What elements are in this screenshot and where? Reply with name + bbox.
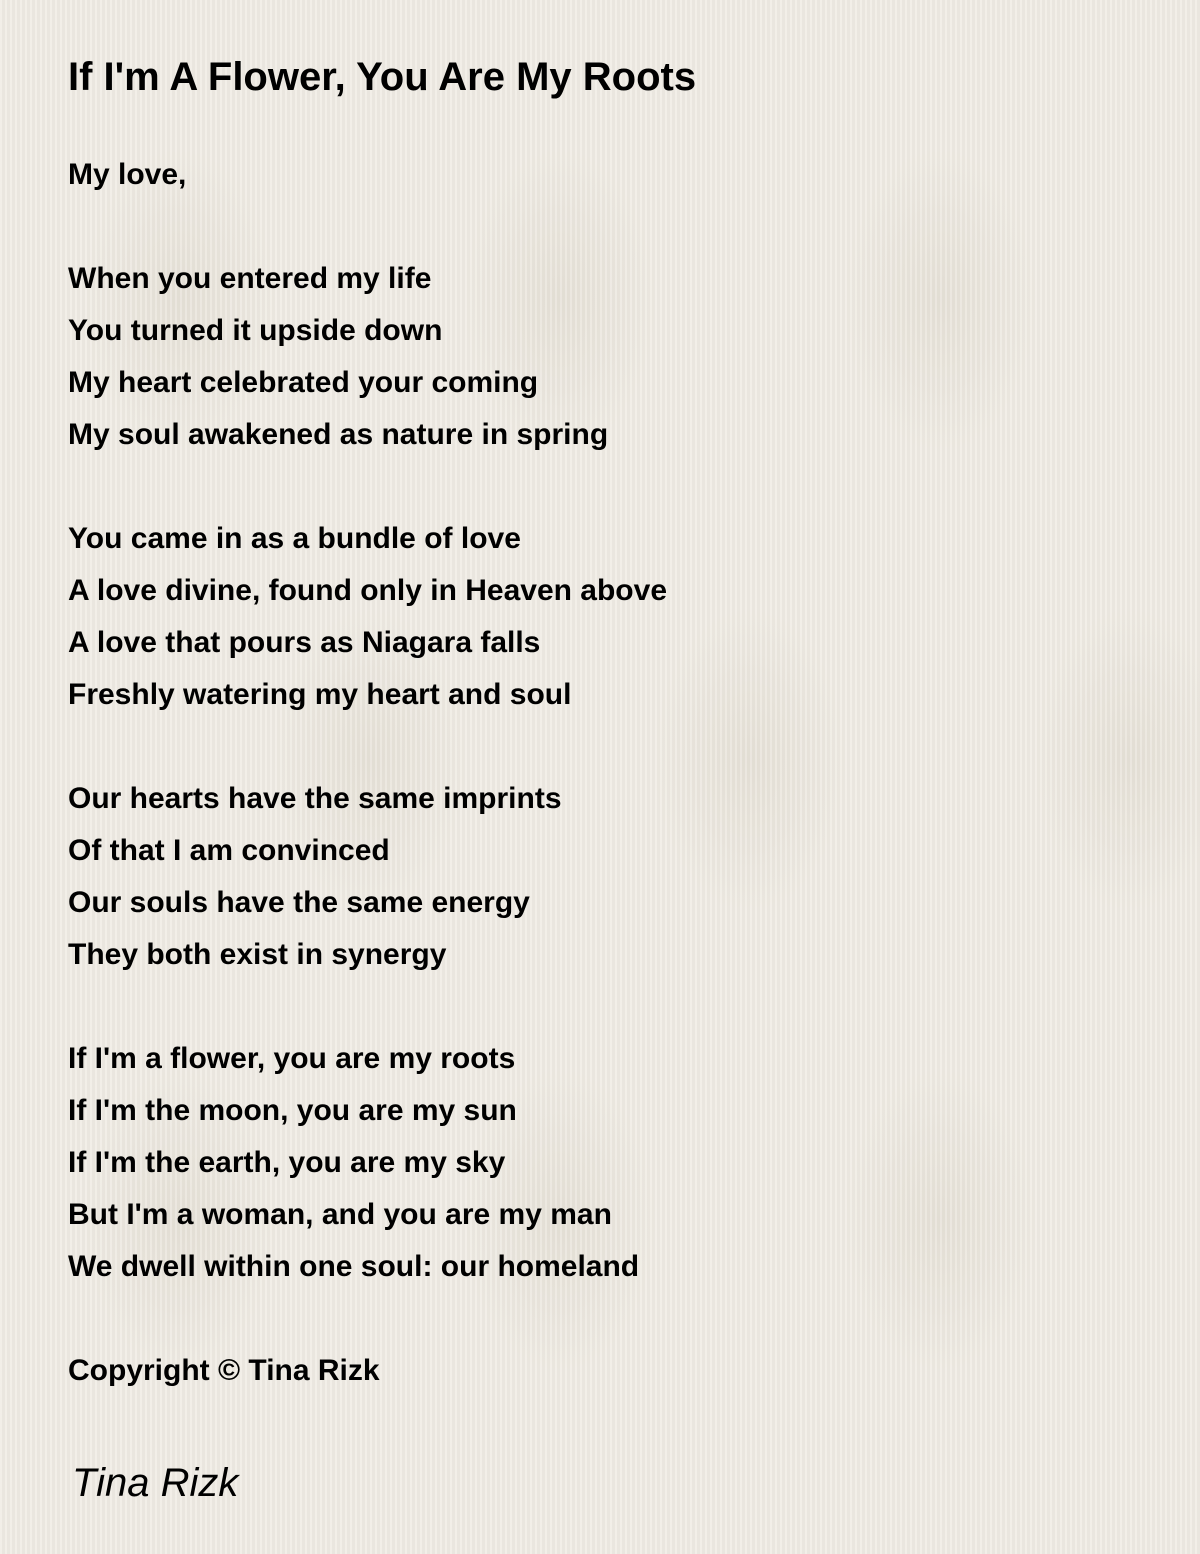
poem-line: When you entered my life: [68, 262, 432, 295]
stanza-3: [68, 773, 1148, 981]
stanza-2: [68, 513, 1148, 721]
poem-line: Our souls have the same energy: [68, 886, 530, 919]
stanza-4: [68, 1033, 1148, 1293]
poem-line: If I'm the moon, you are my sun: [68, 1094, 517, 1127]
poem-line: A love that pours as Niagara falls: [68, 626, 541, 659]
poem-line: You turned it upside down: [68, 314, 443, 347]
poem-line: We dwell within one soul: our homeland: [68, 1250, 640, 1283]
poem-line: Freshly watering my heart and soul: [68, 678, 572, 711]
poem-line: If I'm the earth, you are my sky: [68, 1146, 506, 1179]
poem-line: They both exist in synergy: [68, 938, 447, 971]
poem-title: If I'm A Flower, You Are My Roots: [68, 55, 697, 99]
poem-line: But I'm a woman, and you are my man: [68, 1198, 612, 1231]
poem-greeting: My love,: [68, 158, 187, 191]
poem-line: Our hearts have the same imprints: [68, 782, 562, 815]
stanza-1: [68, 253, 1148, 461]
poem-line: My heart celebrated your coming: [68, 366, 539, 399]
poem-line: Of that I am convinced: [68, 834, 390, 867]
poem-line: My soul awakened as nature in spring: [68, 418, 609, 451]
copyright-notice: Copyright © Tina Rizk: [68, 1354, 380, 1387]
poem-page: [68, 50, 1148, 1511]
poem-line: If I'm a flower, you are my roots: [68, 1042, 516, 1075]
poem-line: A love divine, found only in Heaven above: [68, 574, 668, 607]
author-signature: Tina Rizk: [72, 1461, 239, 1505]
poem-line: You came in as a bundle of love: [68, 522, 521, 555]
